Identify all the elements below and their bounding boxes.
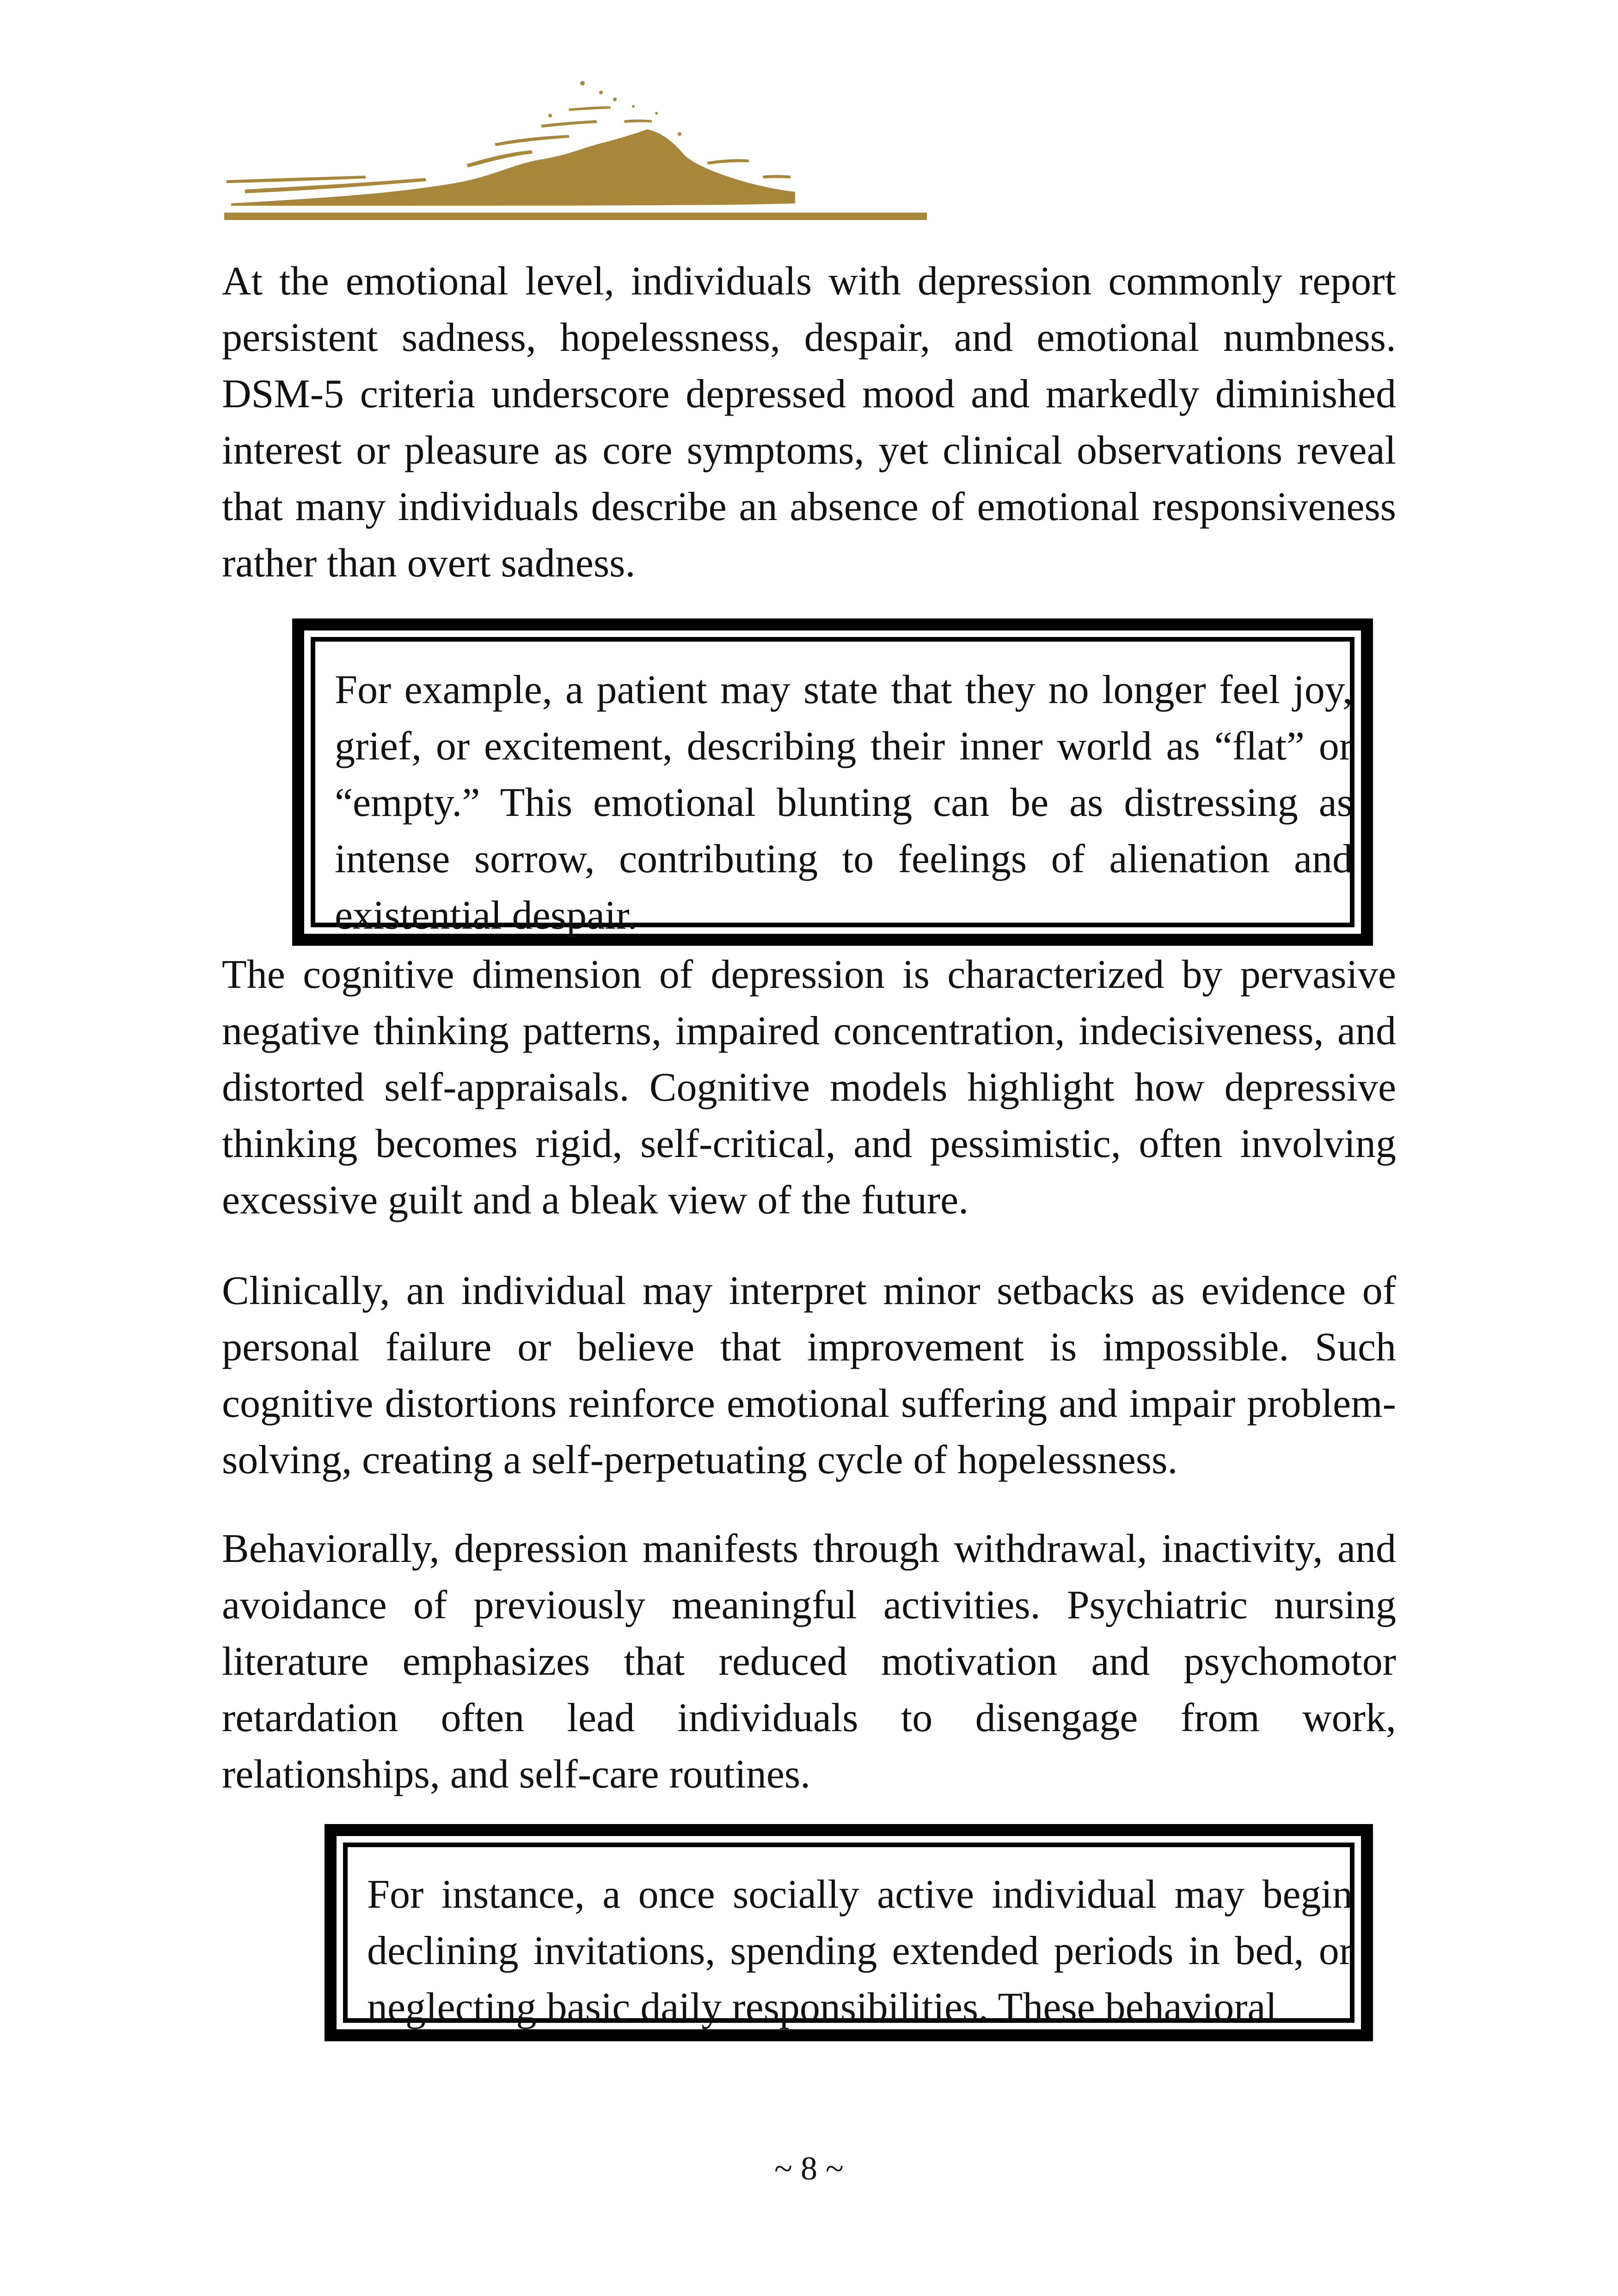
page-number: ~ 8 ~ (774, 2150, 844, 2187)
paragraph-clinical-setbacks: Clinically, an individual may interpret minor setbacks as evidence of personal failure or believe that improvement is impossible. Such cognitive distortions reinforce emotional suffering and impair problem-solving, creating a self-perpetuating cycle of hopelessness. (222, 1268, 1396, 1482)
paragraph-behavioral-withdrawal: Behaviorally, depression manifests through withdrawal, inactivity, and avoidance of previously meaningful activities. Psychiatric nursing literature emphasizes that reduced motivation and psychomotor retardation often lead individuals to disengage from work, relationships, and self-care routines. (222, 1526, 1396, 1797)
example-box-social-withdrawal (325, 1824, 1373, 2041)
paragraph-emotional-level: At the emotional level, individuals with depression commonly report persistent sadness, hopelessness, despair, and emotional numbness. DSM-5 criteria underscore depressed mood and markedly diminished interest or pleasure as core symptoms, yet clinical observations reveal that many individuals describe an absence of emotional responsiveness rather than overt sadness. (222, 259, 1396, 586)
example-box-emotional-blunting (292, 618, 1373, 946)
gold-brushstroke-ornament (217, 65, 929, 236)
example-text-emotional-blunting: For example, a patient may state that they no longer feel joy, grief, or excitement, describing their inner world as “flat” or “empty.” This emotional blunting can be as distressing as intense sorrow, contributing to feelings of alienation and existential despair. (335, 667, 1353, 938)
paragraph-cognitive-dimension: The cognitive dimension of depression is characterized by pervasive negative thinking patterns, impaired concentration, indecisiveness, and distorted self-appraisals. Cognitive models highlight how depressive thinking becomes rigid, self-critical, and pessimistic, often involving excessive guilt and a bleak view of the future. (222, 952, 1396, 1223)
example-text-social-withdrawal: For instance, a once socially active individual may begin declining invitations, spending extended periods in bed, or neglecting basic daily responsibilities. These behavioral (367, 1872, 1353, 2030)
